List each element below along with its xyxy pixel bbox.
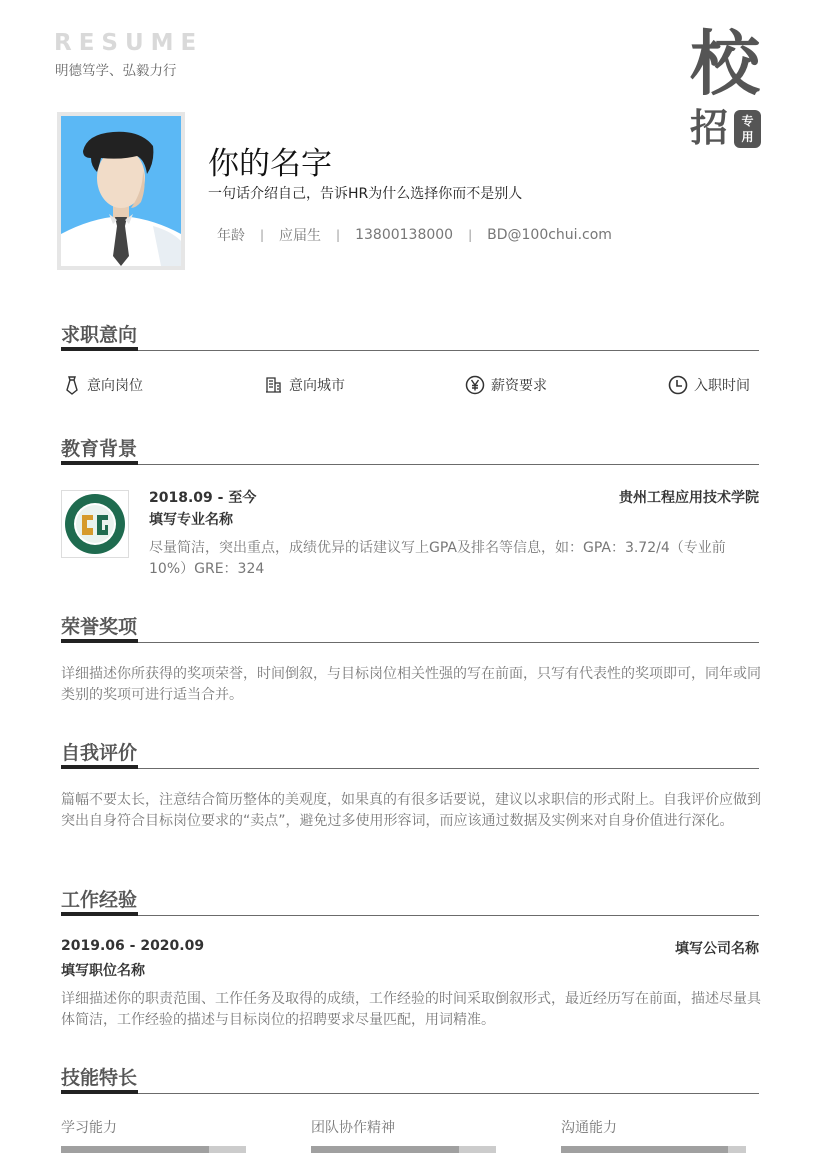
section-title-education [61,437,759,465]
section-title-honors [61,615,759,643]
section-title-work [61,888,759,916]
intent-label: 意向岗位 [87,378,143,394]
position-name: 填写职位名称 [61,963,145,979]
resume-logo: RESUME [54,30,204,56]
education-description: 尽量简洁，突出重点，成绩优异的话建议写上GPA及排名等信息，如：GPA：3.72/4（专业前10%）GRE：324 [149,540,726,577]
candidate-intro: 一句话介绍自己，告诉HR为什么选择你而不是别人 [208,186,523,202]
contact-status: 应届生 [279,228,322,244]
intent-label: 薪资要求 [491,378,547,394]
section-heading: 求职意向 [61,323,138,351]
badge-tag [734,110,761,148]
contact-separator: | [468,228,473,242]
resume-motto: 明德笃学、弘毅力行 [55,63,177,79]
contact-age: 年龄 [217,228,245,244]
company-name: 填写公司名称 [675,941,759,957]
tie-icon [63,375,81,395]
section-title-intent [61,323,759,351]
badge-big-char: 校 [690,22,760,105]
section-title-skills [61,1066,759,1094]
section-title-self-evaluation [61,741,759,769]
job-intent-row [61,375,761,397]
section-heading: 工作经验 [61,888,138,916]
work-period: 2019.06 - 2020.09 [61,938,205,954]
skill-label: 沟通能力 [561,1120,617,1136]
skill-bar-fill [561,1146,728,1153]
intent-city [265,375,345,395]
badge-small-char: 招 [690,105,729,150]
contact-email: BD@100chui.com [487,227,612,243]
avatar-icon [61,116,181,266]
skill-item [561,1117,746,1137]
intent-label: 入职时间 [694,378,750,394]
profile-photo[interactable] [57,112,185,270]
section-heading: 荣誉奖项 [61,615,138,643]
education-period: 2018.09 - 至今 [149,490,257,506]
clock-icon [668,375,688,395]
skill-bar-fill [61,1146,209,1153]
contact-info [217,225,612,245]
skill-bar-fill [311,1146,459,1153]
skill-label: 团队协作精神 [311,1120,395,1136]
yen-icon [465,375,485,395]
school-name: 贵州工程应用技术学院 [619,490,759,506]
skill-bar [61,1146,246,1153]
intent-salary [465,375,547,395]
skill-item [311,1117,496,1137]
school-emblem-icon [64,493,126,555]
building-icon [265,376,283,394]
badge-tag-line1: 专 [741,114,754,128]
contact-separator: | [336,228,341,242]
school-logo [61,490,129,558]
major-name: 填写专业名称 [149,512,233,528]
intent-start-time [668,375,750,395]
skill-bar [311,1146,496,1153]
section-heading: 技能特长 [61,1066,138,1094]
badge-tag-line2: 用 [741,130,754,144]
intent-label: 意向城市 [289,378,345,394]
work-description: 详细描述你的职责范围、工作任务及取得的成绩，工作经验的时间采取倒叙形式，最近经历写在前面，描述尽量具体简洁，工作经验的描述与目标岗位的招聘要求尽量匹配，用词精准。 [61,991,761,1028]
campus-recruit-badge [688,20,778,155]
skill-label: 学习能力 [61,1120,117,1136]
section-heading: 教育背景 [61,437,138,465]
candidate-name: 你的名字 [208,146,332,182]
contact-phone: 13800138000 [355,227,454,243]
skill-item [61,1117,246,1137]
intent-position [63,375,143,395]
honors-description: 详细描述你所获得的奖项荣誉，时间倒叙，与目标岗位相关性强的写在前面，只写有代表性的奖项即可，同年或同类别的奖项可进行适当合并。 [61,666,761,703]
self-evaluation-description: 篇幅不要太长，注意结合简历整体的美观度，如果真的有很多话要说，建议以求职信的形式附上。自我评价应做到突出自身符合目标岗位要求的“卖点”，避免过多使用形容词，而应该通过数据及实例来对自身价值进行深化。 [61,792,761,829]
contact-separator: | [260,228,265,242]
skill-bar [561,1146,746,1153]
section-heading: 自我评价 [61,741,138,769]
